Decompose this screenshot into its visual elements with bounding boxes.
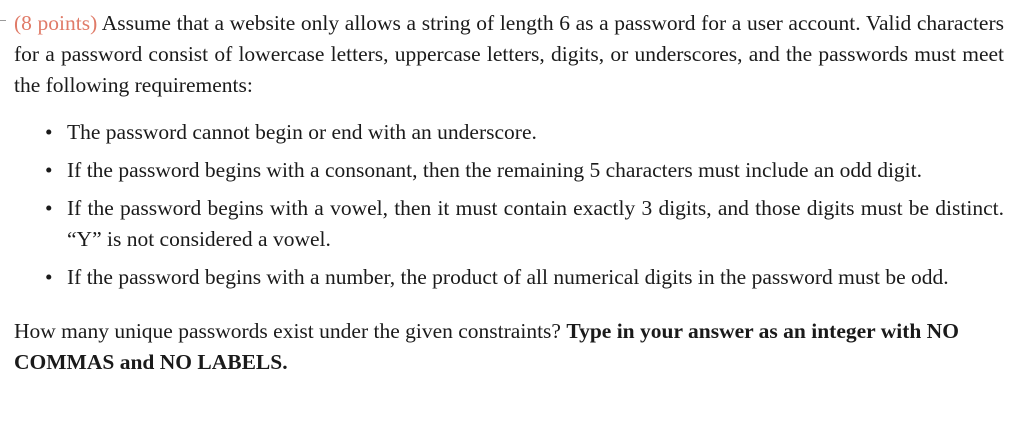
requirement-text: If the password begins with a number, the product of all numerical digits in the password must be odd. — [67, 265, 949, 289]
requirement-item — [14, 193, 1004, 255]
bullet-icon: • — [45, 158, 53, 182]
bullet-icon: • — [45, 265, 53, 289]
points-label: (8 points) — [14, 11, 98, 35]
bullet-icon: • — [45, 120, 53, 144]
question — [14, 316, 1004, 378]
question-text: How many unique passwords exist under the given constraints? — [14, 319, 567, 343]
problem-statement — [14, 8, 1004, 378]
requirement-text: The password cannot begin or end with an underscore. — [67, 120, 537, 144]
requirement-item — [14, 117, 1004, 148]
intro-text: Assume that a website only allows a string of length 6 as a password for a user account. Valid characters for a password consist of lowercase letters, uppercase letters, digits, or underscores, and the passwords must meet the following requirements: — [14, 11, 1004, 97]
requirement-text: If the password begins with a vowel, then it must contain exactly 3 digits, and those digits must be distinct. “Y” is not considered a vowel. — [67, 196, 1004, 251]
margin-tick — [0, 20, 6, 21]
bullet-icon: • — [45, 196, 53, 220]
requirement-item — [14, 262, 1004, 293]
problem-intro — [14, 8, 1004, 101]
requirement-item — [14, 155, 1004, 186]
requirement-text: If the password begins with a consonant, then the remaining 5 characters must include an odd digit. — [67, 158, 923, 182]
requirements-list — [14, 117, 1004, 293]
answer-instruction: Type in your answer as an integer with NO COMMAS and NO LABELS. — [14, 319, 959, 374]
